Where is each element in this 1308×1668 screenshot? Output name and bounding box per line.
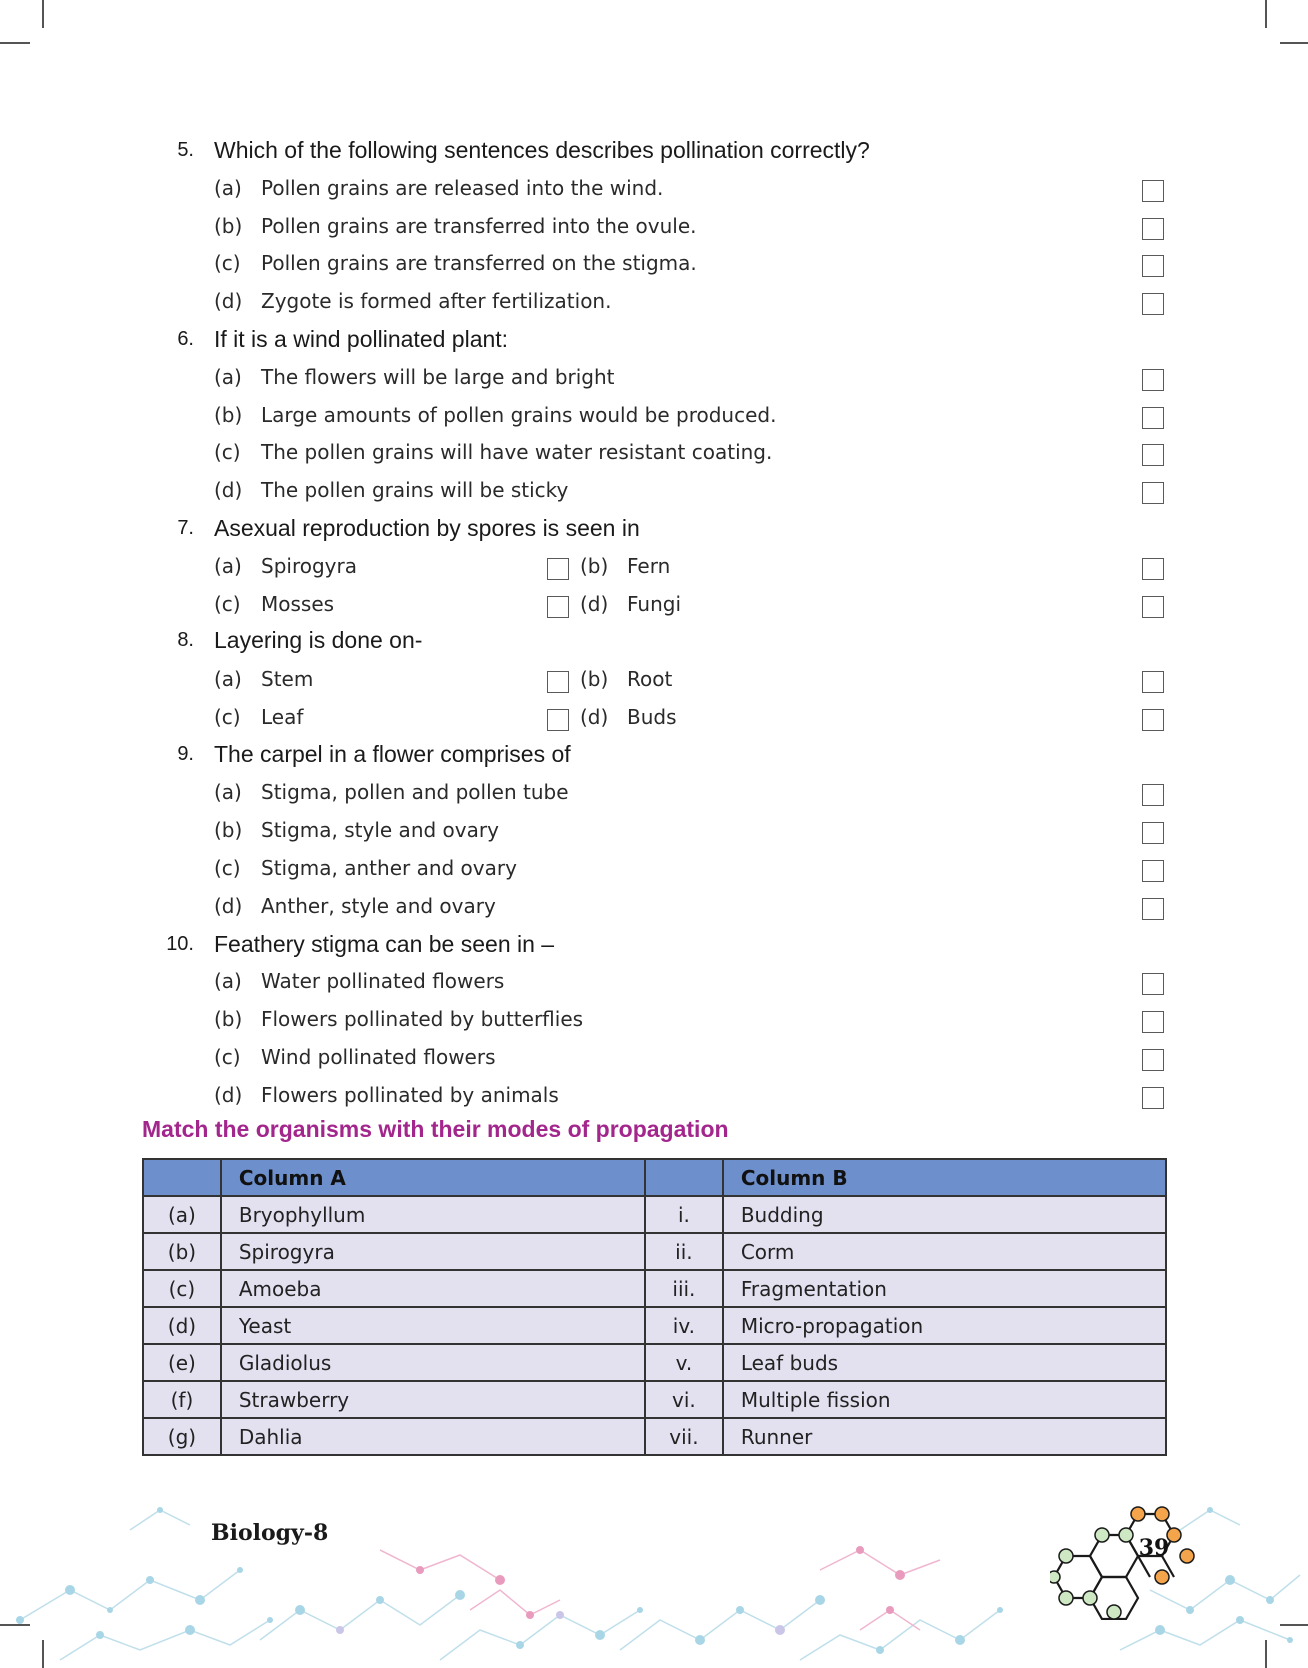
answer-checkbox-6d[interactable] [1142, 482, 1164, 504]
answer-checkbox-7b[interactable] [1142, 558, 1164, 580]
option-text: Stigma, style and ovary [261, 818, 499, 842]
question-7 [150, 510, 1150, 546]
option-label: (d) [214, 478, 243, 502]
option-label: (c) [214, 1045, 241, 1069]
option-text: The pollen grains will have water resistant coating. [261, 440, 773, 464]
column-a-cell: Dahlia [221, 1418, 645, 1455]
table-row [143, 1418, 1166, 1455]
crop-mark [1280, 42, 1308, 44]
option-label: (b) [580, 554, 609, 578]
option-text: Zygote is formed after fertilization. [261, 289, 612, 313]
answer-checkbox-7a[interactable] [547, 558, 569, 580]
question-text: Layering is done on- [214, 627, 423, 653]
table-row [143, 1270, 1166, 1307]
question-number: 9. [177, 743, 194, 765]
column-b-cell: Micro-propagation [723, 1307, 1166, 1344]
column-a-cell: Amoeba [221, 1270, 645, 1307]
option-label: (d) [214, 289, 243, 313]
option-text: Large amounts of pollen grains would be produced. [261, 403, 777, 427]
option-text: Stigma, pollen and pollen tube [261, 780, 569, 804]
row-label-a: (d) [143, 1307, 221, 1344]
hexagon-badge-icon [1050, 1500, 1200, 1620]
option-label: (c) [214, 592, 241, 616]
answer-checkbox-7c[interactable] [547, 596, 569, 618]
option-label: (c) [214, 856, 241, 880]
option-label: (b) [214, 1007, 243, 1031]
option-label: (d) [580, 705, 609, 729]
option-text: Pollen grains are transferred into the ovule. [261, 214, 697, 238]
option-label: (b) [214, 403, 243, 427]
question-number: 10. [166, 933, 194, 955]
option-text: Stem [261, 667, 314, 691]
question-number: 8. [177, 629, 194, 651]
table-row [143, 1344, 1166, 1381]
row-label-a: (b) [143, 1233, 221, 1270]
question-10 [150, 926, 1150, 962]
option-label: (a) [214, 780, 242, 804]
column-a-cell: Gladiolus [221, 1344, 645, 1381]
option-text: Water pollinated flowers [261, 969, 505, 993]
column-b-cell: Leaf buds [723, 1344, 1166, 1381]
option-text: Pollen grains are transferred on the stigma. [261, 251, 697, 275]
question-number: 5. [177, 139, 194, 161]
question-text: Feathery stigma can be seen in – [214, 931, 555, 957]
row-label-a: (e) [143, 1344, 221, 1381]
answer-checkbox-10b[interactable] [1142, 1011, 1164, 1033]
answer-checkbox-8a[interactable] [547, 671, 569, 693]
answer-checkbox-5c[interactable] [1142, 255, 1164, 277]
column-a-cell: Strawberry [221, 1381, 645, 1418]
column-a-cell: Bryophyllum [221, 1196, 645, 1233]
answer-checkbox-10a[interactable] [1142, 973, 1164, 995]
option-text: The flowers will be large and bright [261, 365, 615, 389]
option-text: Flowers pollinated by butterflies [261, 1007, 584, 1031]
answer-checkbox-10c[interactable] [1142, 1049, 1164, 1071]
option-label: (b) [214, 214, 243, 238]
option-text: Mosses [261, 592, 335, 616]
row-label-b: v. [645, 1344, 723, 1381]
row-label-b: vi. [645, 1381, 723, 1418]
option-label: (c) [214, 705, 241, 729]
option-label: (a) [214, 969, 242, 993]
column-b-cell: Budding [723, 1196, 1166, 1233]
table-header-row [143, 1159, 1166, 1196]
column-a-cell: Yeast [221, 1307, 645, 1344]
option-label: (a) [214, 554, 242, 578]
crop-mark [1265, 0, 1267, 28]
section-heading: Match the organisms with their modes of propagation [142, 1116, 729, 1142]
column-b-cell: Runner [723, 1418, 1166, 1455]
option-label: (c) [214, 440, 241, 464]
option-text: Flowers pollinated by animals [261, 1083, 559, 1107]
column-b-cell: Corm [723, 1233, 1166, 1270]
answer-checkbox-5b[interactable] [1142, 218, 1164, 240]
column-b-cell: Fragmentation [723, 1270, 1166, 1307]
option-label: (b) [214, 818, 243, 842]
row-label-a: (a) [143, 1196, 221, 1233]
book-title: Biology-8 [211, 1520, 329, 1546]
answer-checkbox-9d[interactable] [1142, 898, 1164, 920]
row-label-b: iii. [645, 1270, 723, 1307]
column-b-cell: Multiple fission [723, 1381, 1166, 1418]
option-label: (a) [214, 176, 242, 200]
option-text: Fern [627, 554, 671, 578]
question-text: Which of the following sentences describes pollination correctly? [214, 137, 870, 163]
option-text: Fungi [627, 592, 682, 616]
row-label-b: i. [645, 1196, 723, 1233]
table-row [143, 1233, 1166, 1270]
option-text: Stigma, anther and ovary [261, 856, 517, 880]
option-text: Spirogyra [261, 554, 357, 578]
crop-mark [42, 0, 44, 28]
row-label-a: (f) [143, 1381, 221, 1418]
table-row [143, 1307, 1166, 1344]
answer-checkbox-6c[interactable] [1142, 444, 1164, 466]
option-text: Root [627, 667, 673, 691]
row-label-b: iv. [645, 1307, 723, 1344]
answer-checkbox-5d[interactable] [1142, 293, 1164, 315]
row-label-a: (g) [143, 1418, 221, 1455]
answer-checkbox-6a[interactable] [1142, 369, 1164, 391]
option-label: (d) [214, 1083, 243, 1107]
answer-checkbox-7d[interactable] [1142, 596, 1164, 618]
option-label: (b) [580, 667, 609, 691]
option-text: Wind pollinated flowers [261, 1045, 496, 1069]
header-column-a: Column A [221, 1159, 645, 1196]
question-text: If it is a wind pollinated plant: [214, 326, 509, 352]
answer-checkbox-9b[interactable] [1142, 822, 1164, 844]
row-label-b: vii. [645, 1418, 723, 1455]
option-label: (a) [214, 365, 242, 389]
option-text: The pollen grains will be sticky [261, 478, 569, 502]
option-text: Buds [627, 705, 677, 729]
answer-checkbox-8c[interactable] [547, 709, 569, 731]
option-label: (a) [214, 667, 242, 691]
question-9 [150, 736, 1150, 772]
answer-checkbox-9c[interactable] [1142, 860, 1164, 882]
question-text: The carpel in a flower comprises of [214, 741, 571, 767]
answer-checkbox-8d[interactable] [1142, 709, 1164, 731]
option-label: (c) [214, 251, 241, 275]
question-text: Asexual reproduction by spores is seen in [214, 515, 640, 541]
answer-checkbox-10d[interactable] [1142, 1087, 1164, 1109]
row-label-b: ii. [645, 1233, 723, 1270]
option-text: Leaf [261, 705, 304, 729]
option-label: (d) [214, 894, 243, 918]
answer-checkbox-9a[interactable] [1142, 784, 1164, 806]
question-number: 6. [177, 328, 194, 350]
header-cell-empty [143, 1159, 221, 1196]
match-table [142, 1158, 1167, 1456]
option-text: Anther, style and ovary [261, 894, 496, 918]
table-row [143, 1381, 1166, 1418]
option-text: Pollen grains are released into the wind. [261, 176, 664, 200]
answer-checkbox-8b[interactable] [1142, 671, 1164, 693]
option-label: (d) [580, 592, 609, 616]
column-a-cell: Spirogyra [221, 1233, 645, 1270]
question-8 [150, 622, 1150, 658]
answer-checkbox-5a[interactable] [1142, 180, 1164, 202]
header-column-b: Column B [723, 1159, 1166, 1196]
crop-mark [0, 42, 30, 44]
answer-checkbox-6b[interactable] [1142, 407, 1164, 429]
question-6 [150, 321, 1150, 357]
page-number: 39 [1138, 1535, 1170, 1561]
header-cell-empty [645, 1159, 723, 1196]
row-label-a: (c) [143, 1270, 221, 1307]
table-row [143, 1196, 1166, 1233]
question-number: 7. [177, 517, 194, 539]
question-5 [150, 132, 1150, 168]
